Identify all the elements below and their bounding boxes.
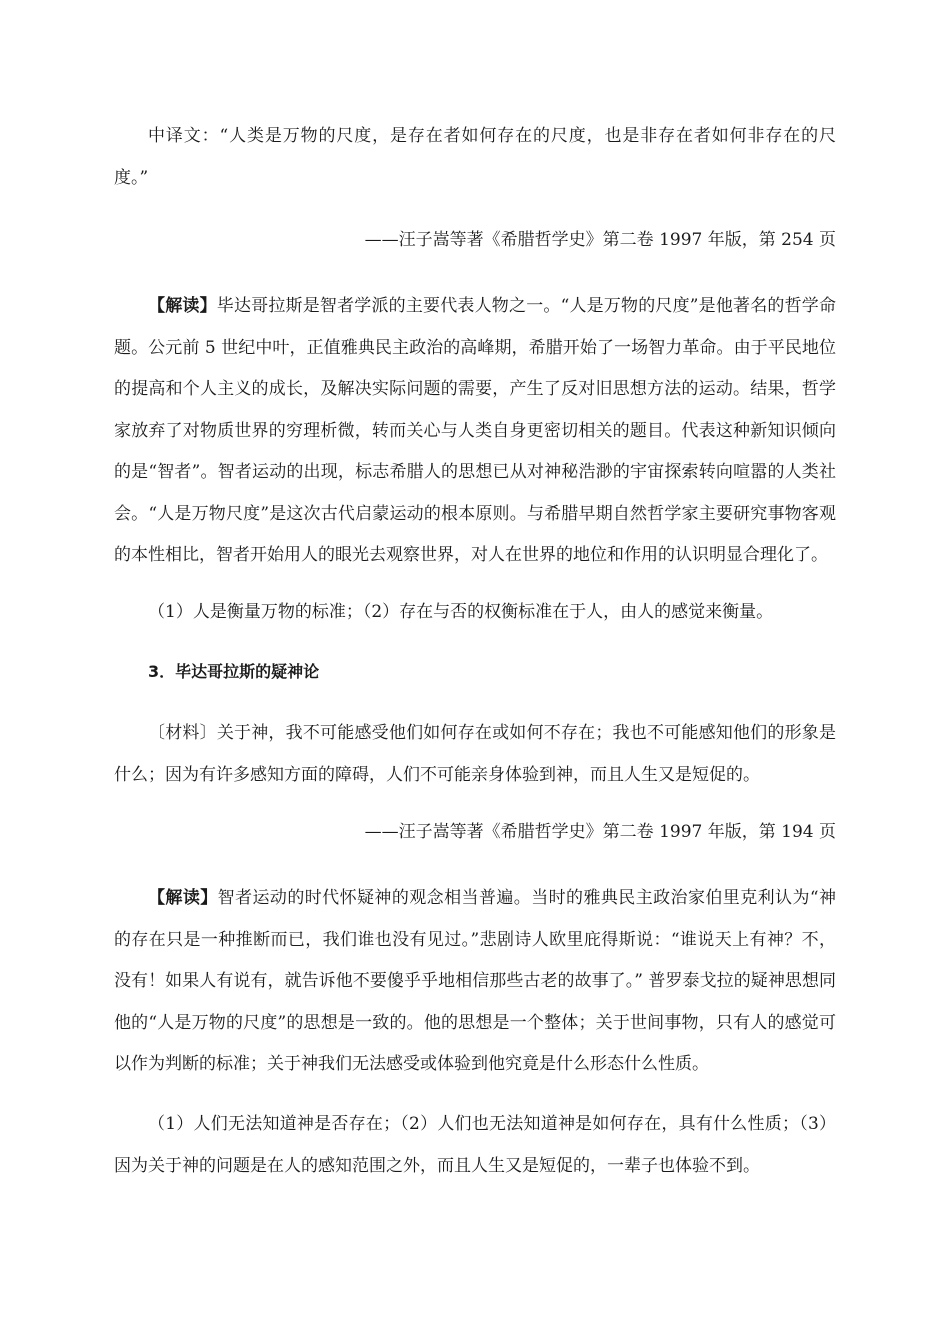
summary-text-2: （1）人们无法知道神是否存在；（2）人们也无法知道神是如何存在，具有什么性质；（3）因为关于神的问题是在人的感知范围之外，而且人生又是短促的，一辈子也体验不到。 xyxy=(114,1114,836,1176)
section-heading: 3．毕达哥拉斯的疑神论 xyxy=(148,662,320,681)
interpretation-label: 【解读】 xyxy=(148,296,217,316)
source-citation-1: ——汪子嵩等著《希腊哲学史》第二卷 1997 年版，第 254 页 xyxy=(364,230,836,250)
source-citation-2: ——汪子嵩等著《希腊哲学史》第二卷 1997 年版，第 194 页 xyxy=(364,822,836,842)
interpretation-paragraph-1 xyxy=(114,286,836,577)
summary-points-1 xyxy=(114,592,836,634)
translation-text: 中译文：“人类是万物的尺度，是存在者如何存在的尺度，也是非存在者如何非存在的尺度。” xyxy=(114,126,836,188)
material-text: 〔材料〕关于神，我不可能感受他们如何存在或如何不存在；我也不可能感知他们的形象是什么；因为有许多感知方面的障碍，人们不可能亲身体验到神，而且人生又是短促的。 xyxy=(114,723,836,785)
interpretation-label-2: 【解读】 xyxy=(148,888,218,908)
interpretation-paragraph-2 xyxy=(114,878,836,1086)
material-paragraph xyxy=(114,713,836,796)
summary-points-2 xyxy=(114,1104,836,1187)
interpretation-text-2: 智者运动的时代怀疑神的观念相当普遍。当时的雅典民主政治家伯里克利认为“神的存在只是一种推断而已，我们谁也没有见过。”悲剧诗人欧里庇得斯说：“谁说天上有神？不，没有！如果人有说有，就告诉他不要傻乎乎地相信那些古老的故事了。” 普罗泰戈拉的疑神思想同他的“人是万物的尺度”的思想是一致的。他的思想是一个整体；关于世间事物，只有人的感觉可以作为判断的标准；关于神我们无法感受或体验到他究竟是什么形态什么性质。 xyxy=(114,888,836,1074)
summary-text-1: （1）人是衡量万物的标准；（2）存在与否的权衡标准在于人，由人的感觉来衡量。 xyxy=(148,602,774,622)
translation-paragraph xyxy=(114,116,836,199)
interpretation-text: 毕达哥拉斯是智者学派的主要代表人物之一。“人是万物的尺度”是他著名的哲学命题。公元前 5 世纪中叶，正值雅典民主政治的高峰期，希腊开始了一场智力革命。由于平民地位的提高和个人主义的成长，及解决实际问题的需要，产生了反对旧思想方法的运动。结果，哲学家放弃了对物质世界的穷理析微，转而关心与人类自身更密切相关的题目。代表这种新知识倾向的是“智者”。智者运动的出现，标志希腊人的思想已从对神秘浩渺的宇宙探索转向喧嚣的人类社会。“人是万物尺度”是这次古代启蒙运动的根本原则。与希腊早期自然哲学家主要研究事物客观的本性相比，智者开始用人的眼光去观察世界，对人在世界的地位和作用的认识明显合理化了。 xyxy=(114,296,836,565)
